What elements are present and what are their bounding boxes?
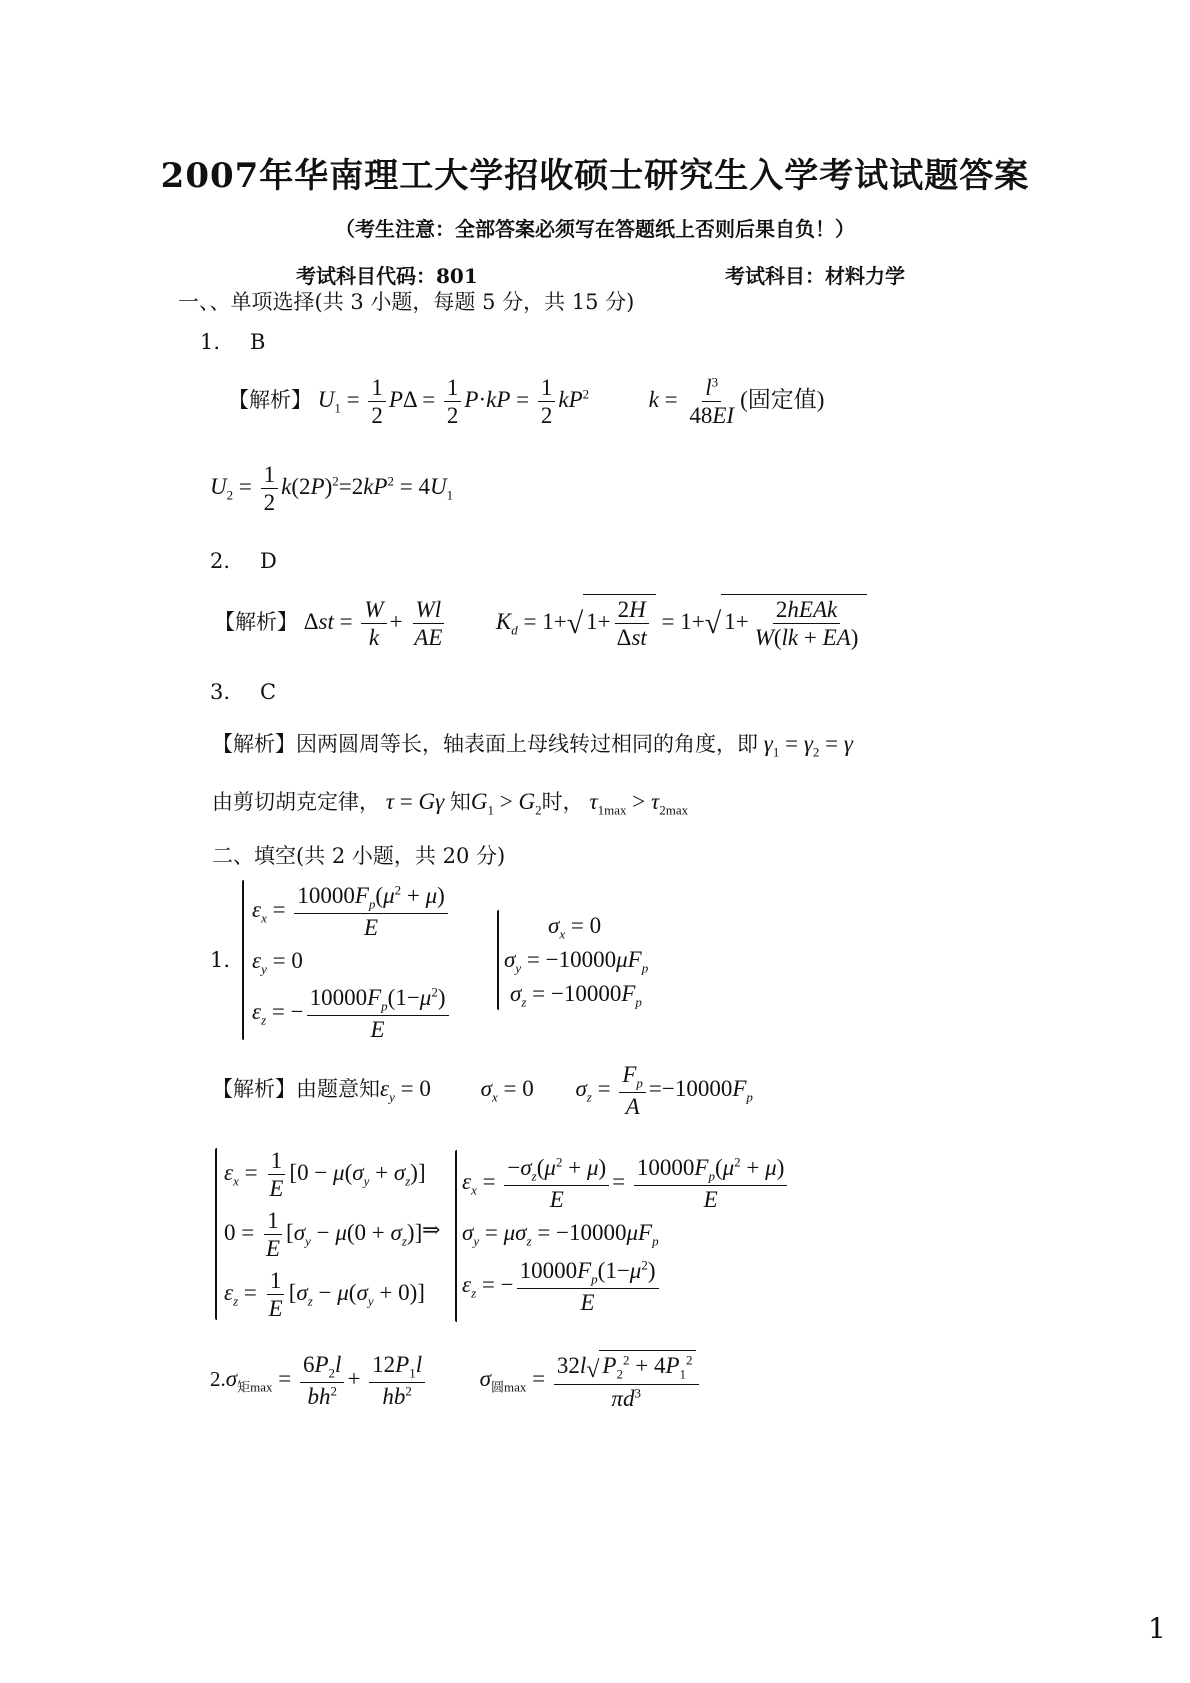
analysis-tag: 【解析】 (214, 610, 298, 635)
rect-subscript: 矩 (237, 1379, 251, 1395)
brace (497, 910, 499, 1010)
round-subscript: 圆 (490, 1379, 504, 1395)
s2-q2-formula: $2.\sigma_{矩max}$ = $\frac{6P_2l}{bh^2}$ + $\frac{12P_1l}{hb^2}$ $\sigma_{圆max}$ = $\frac{32l√ P_2^2 + 4P_1^2}{\pi d^3}$ (210, 1350, 702, 1412)
q2-analysis-formula: 【解析】 Δst = $\frac{W}{k}$ + $\frac{Wl}{AE}$ $K_d = 1+√$ 1+ $\frac{2H}{\text{Δst}}$ = 1+√ 1+ $\frac{\text{2hEAk}}{W(lk + EA)}$ (214, 594, 867, 651)
document-title: 2007年华南理工大学招收硕士研究生入学考试试题答案 (160, 156, 1030, 196)
analysis-tag: 【解析】 (212, 1076, 296, 1101)
subject-code: 考试科目代码：801 (296, 264, 478, 288)
when-text: 时， (541, 790, 584, 814)
q2-answer-line (210, 549, 277, 573)
page-number: 1 (1148, 1612, 1166, 1645)
implies-arrow: ⇒ (422, 1218, 441, 1243)
q3-answer-line (210, 680, 276, 704)
q3-analysis-line1: 【解析】因两圆周等长，轴表面上母线转过相同的角度，即 $\gamma_1 = \gamma_2 = \gamma$ (212, 731, 853, 760)
analysis-tag: 【解析】 (228, 388, 312, 413)
analysis-tag: 【解析】 (212, 732, 296, 756)
subject-name: 考试科目：材料力学 (725, 264, 905, 288)
q3-number: 3. (210, 680, 231, 704)
q3-analysis-line2: 由剪切胡克定律， τ = Gγ 知$G_1 > G_2$时， $\tau_{1max} > \tau_{2max}$ (212, 789, 689, 818)
given-text: 由题意知 (296, 1076, 380, 1101)
brace (455, 1150, 457, 1322)
q1-analysis-formula: 【解析】 $U_1$ = $\frac{1}{2}$ PΔ = $\frac{1}{2}$ P·kP = $\frac{1}{2}$ $kP^2$ k = $\frac{l^3}{48EI}$ (固定值) (228, 374, 825, 429)
section1-heading: 一、、单项选择(共 3 小题，每题 5 分，共 15 分) (178, 290, 635, 314)
s2-q1-number: 1. (210, 948, 231, 972)
s2-q2-number: 2. (210, 1367, 226, 1392)
q1-answer: B (250, 330, 266, 354)
fixed-value-note: (固定值) (740, 387, 825, 413)
q3-explanation: 因两圆周等长，轴表面上母线转过相同的角度，即 (296, 732, 758, 756)
section2-heading: 二、填空(共 2 小题，共 20 分) (212, 844, 506, 868)
u2-formula: $U_2$ = $\frac{1}{2}$ $k(2P)^2=2kP^2 = 4U_1$ (210, 462, 454, 516)
q2-answer: D (260, 549, 277, 573)
brace (242, 880, 244, 1040)
q1-number: 1. (200, 330, 221, 354)
brace (215, 1148, 217, 1320)
q3-answer: C (260, 680, 277, 704)
know-text: 知 (449, 790, 471, 814)
exam-notice: （考生注意：全部答案必须写在答题纸上否则后果自负！） (335, 217, 855, 241)
hooke-law-text: 由剪切胡克定律， (212, 790, 380, 814)
q1-answer-line (200, 330, 265, 354)
q2-number: 2. (210, 549, 231, 573)
s2-analysis-line: 【解析】由题意知$\varepsilon_y = 0$ $\sigma_x = 0$ $\sigma_z$ = $\frac{F_p}{A}$ $=-10000F_p$ (212, 1062, 753, 1119)
